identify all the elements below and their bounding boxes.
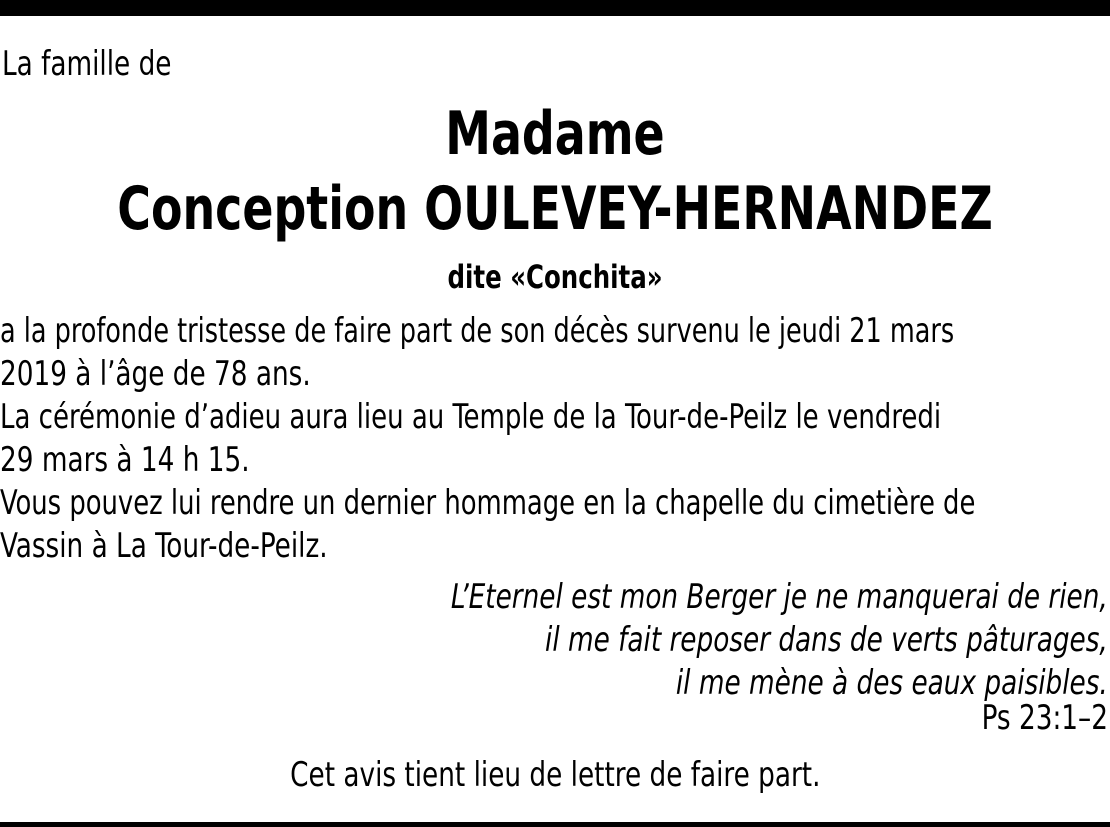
deceased-title: Madame bbox=[445, 99, 665, 169]
announcement-line: 2019 à l’âge de 78 ans. bbox=[0, 354, 311, 394]
psalm-verse bbox=[344, 576, 1108, 705]
homage-paragraph bbox=[0, 482, 1110, 568]
verse-line: il me mène à des eaux paisibles. bbox=[676, 663, 1108, 703]
ceremony-line: 29 mars à 14 h 15. bbox=[0, 440, 250, 480]
verse-reference: Ps 23:1–2 bbox=[981, 698, 1108, 738]
homage-line: Vassin à La Tour-de-Peilz. bbox=[0, 526, 328, 566]
bottom-border-rule bbox=[0, 822, 1110, 827]
intro-text: La famille de bbox=[2, 44, 172, 84]
verse-line: il me fait reposer dans de verts pâturages, bbox=[545, 620, 1108, 660]
ceremony-line: La cérémonie d’adieu aura lieu au Temple de la Tour-de-Peilz le vendredi bbox=[0, 397, 942, 437]
top-border-rule bbox=[0, 0, 1110, 16]
verse-line: L’Eternel est mon Berger je ne manquerai de rien, bbox=[451, 577, 1108, 617]
announcement-paragraph bbox=[0, 310, 1110, 396]
deceased-nickname: dite «Conchita» bbox=[447, 258, 663, 296]
homage-line: Vous pouvez lui rendre un dernier hommage en la chapelle du cimetière de bbox=[0, 483, 976, 523]
ceremony-paragraph bbox=[0, 396, 1110, 482]
announcement-line: a la profonde tristesse de faire part de son décès survenu le jeudi 21 mars bbox=[0, 311, 955, 351]
closing-note bbox=[0, 754, 1110, 797]
deceased-name: Conception OULEVEY-HERNANDEZ bbox=[117, 174, 993, 244]
closing-text: Cet avis tient lieu de lettre de faire part. bbox=[289, 755, 821, 795]
